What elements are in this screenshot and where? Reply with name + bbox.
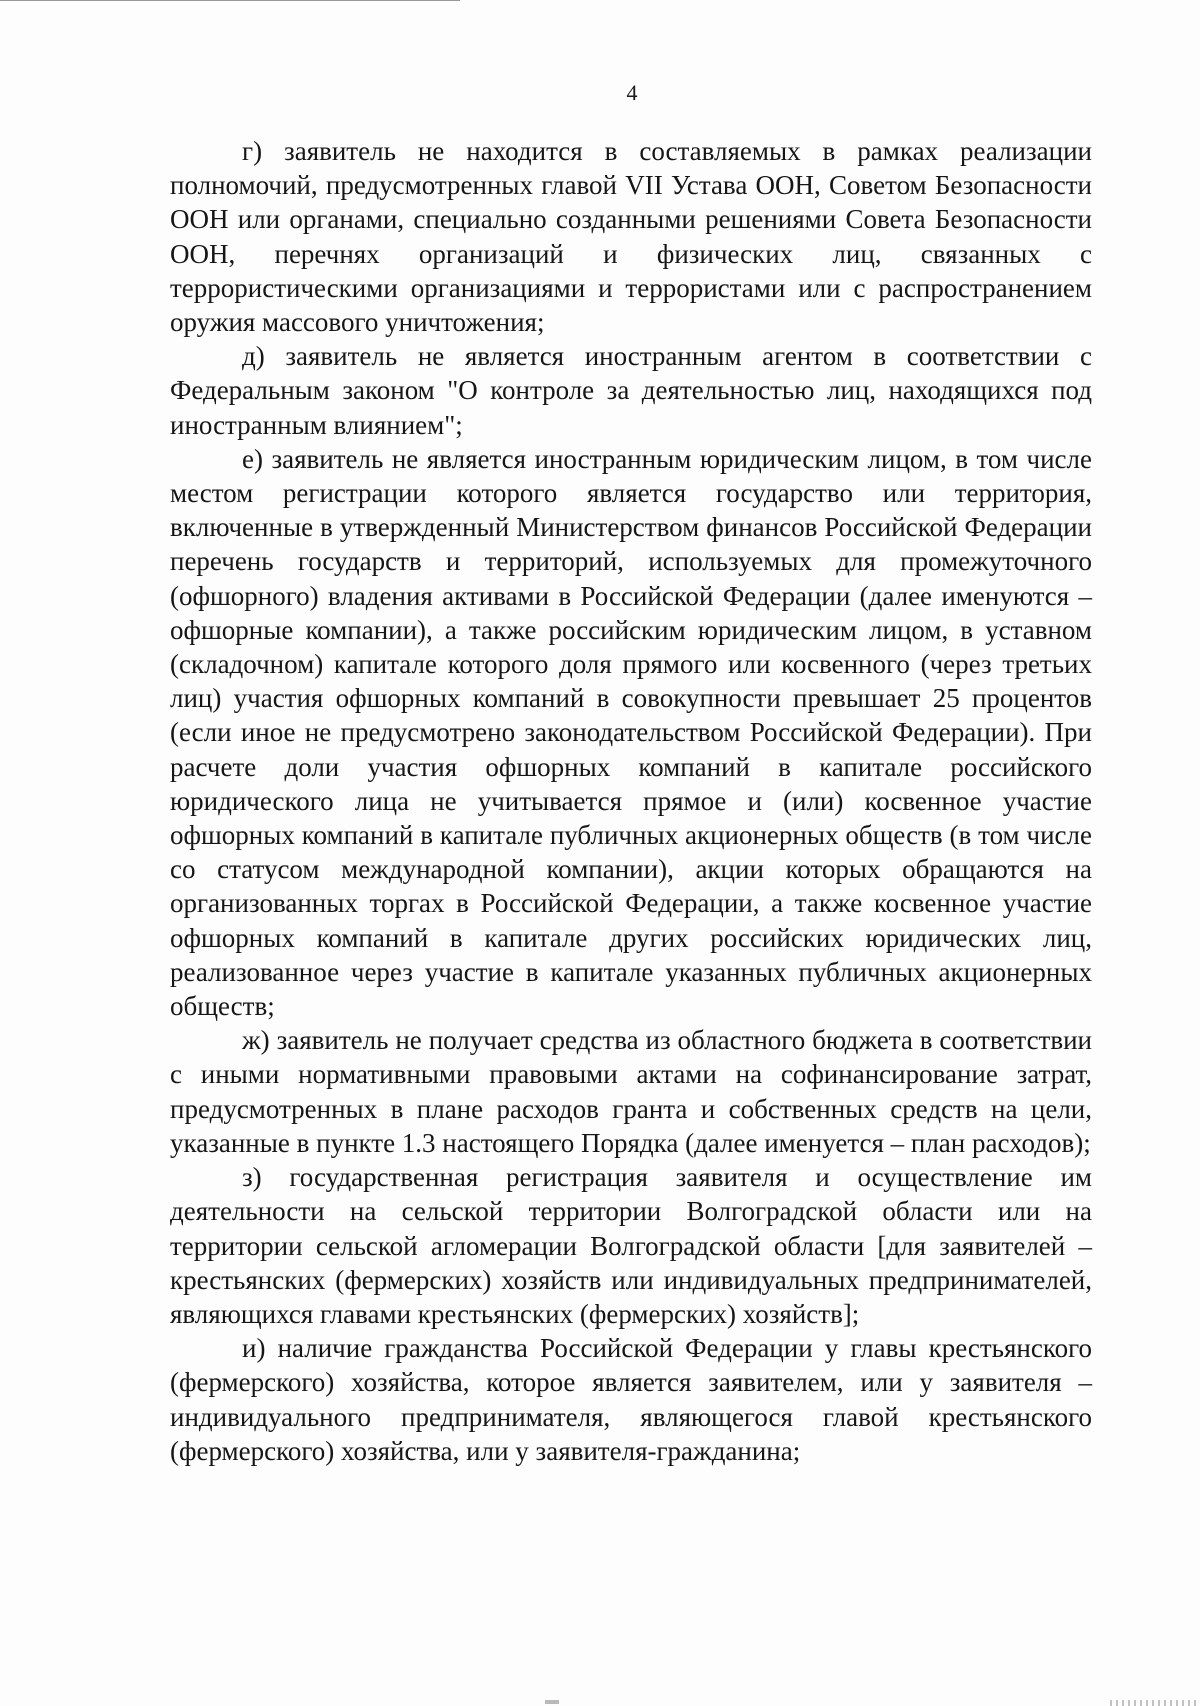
paragraph-e: е) заявитель не является иностранным юридическим лицом, в том числе местом регистрации которого является государство или территория, включенные в утвержденный Министерством финансов Российской Федерации перечень государств и территорий, используемых для промежуточного (офшорного) владения активами в Российской Федерации (далее именуются – офшорные компании), а также российским юридическим лицом, в уставном (складочном) капитале которого доля прямого или косвенного (через третьих лиц) участия офшорных компаний в совокупности превышает 25 процентов (если иное не предусмотрено законодательством Российской Федерации). При расчете доли участия офшорных компаний в капитале российского юридического лица не учитывается прямое и (или) косвенное участие офшорных компаний в капитале публичных акционерных обществ (в том числе со статусом международной компании), акции которых обращаются на организованных торгах в Российской Федерации, а также косвенное участие офшорных компаний в капитале других российских юридических лиц, реализованное через участие в капитале указанных публичных акционерных обществ; xyxy=(170,443,1092,1022)
page-number: 4 xyxy=(626,80,638,105)
scan-artifact xyxy=(545,1700,559,1704)
paragraph-g: г) заявитель не находится в составляемых в рамках реализации полномочий, предусмотренных главой VII Устава ООН, Советом Безопасности ООН или органами, специально созданными решениями Совета Безопасности ООН, перечнях организаций и физических лиц, связанных с террористическими организациями и террористами или с распространением оружия массового уничтожения; xyxy=(170,136,1092,338)
document-body xyxy=(170,134,1092,1468)
scan-top-edge xyxy=(0,0,460,1)
scan-artifact xyxy=(1110,1700,1200,1706)
paragraph-zh: ж) заявитель не получает средства из областного бюджета в соответствии с иными нормативными правовыми актами на софинансирование затрат, предусмотренных в плане расходов гранта и собственных средств на цели, указанные в пункте 1.3 настоящего Порядка (далее именуется – план расходов); xyxy=(170,1025,1092,1158)
paragraph-d: д) заявитель не является иностранным агентом в соответствии с Федеральным законом "О контроле за деятельностью лиц, находящихся под иностранным влиянием"; xyxy=(170,341,1092,440)
paragraph-z: з) государственная регистрация заявителя и осуществление им деятельности на сельской территории Волгоградской области или на территории сельской агломерации Волгоградской области [для заявителей – крестьянских (фермерских) хозяйств или индивидуальных предпринимателей, являющихся главами крестьянских (фермерских) хозяйств]; xyxy=(170,1162,1092,1329)
paragraph-i: и) наличие гражданства Российской Федерации у главы крестьянского (фермерского) хозяйства, которое является заявителем, или у заявителя – индивидуального предпринимателя, являющегося главой крестьянского (фермерского) хозяйства, или у заявителя-гражданина; xyxy=(170,1333,1092,1466)
